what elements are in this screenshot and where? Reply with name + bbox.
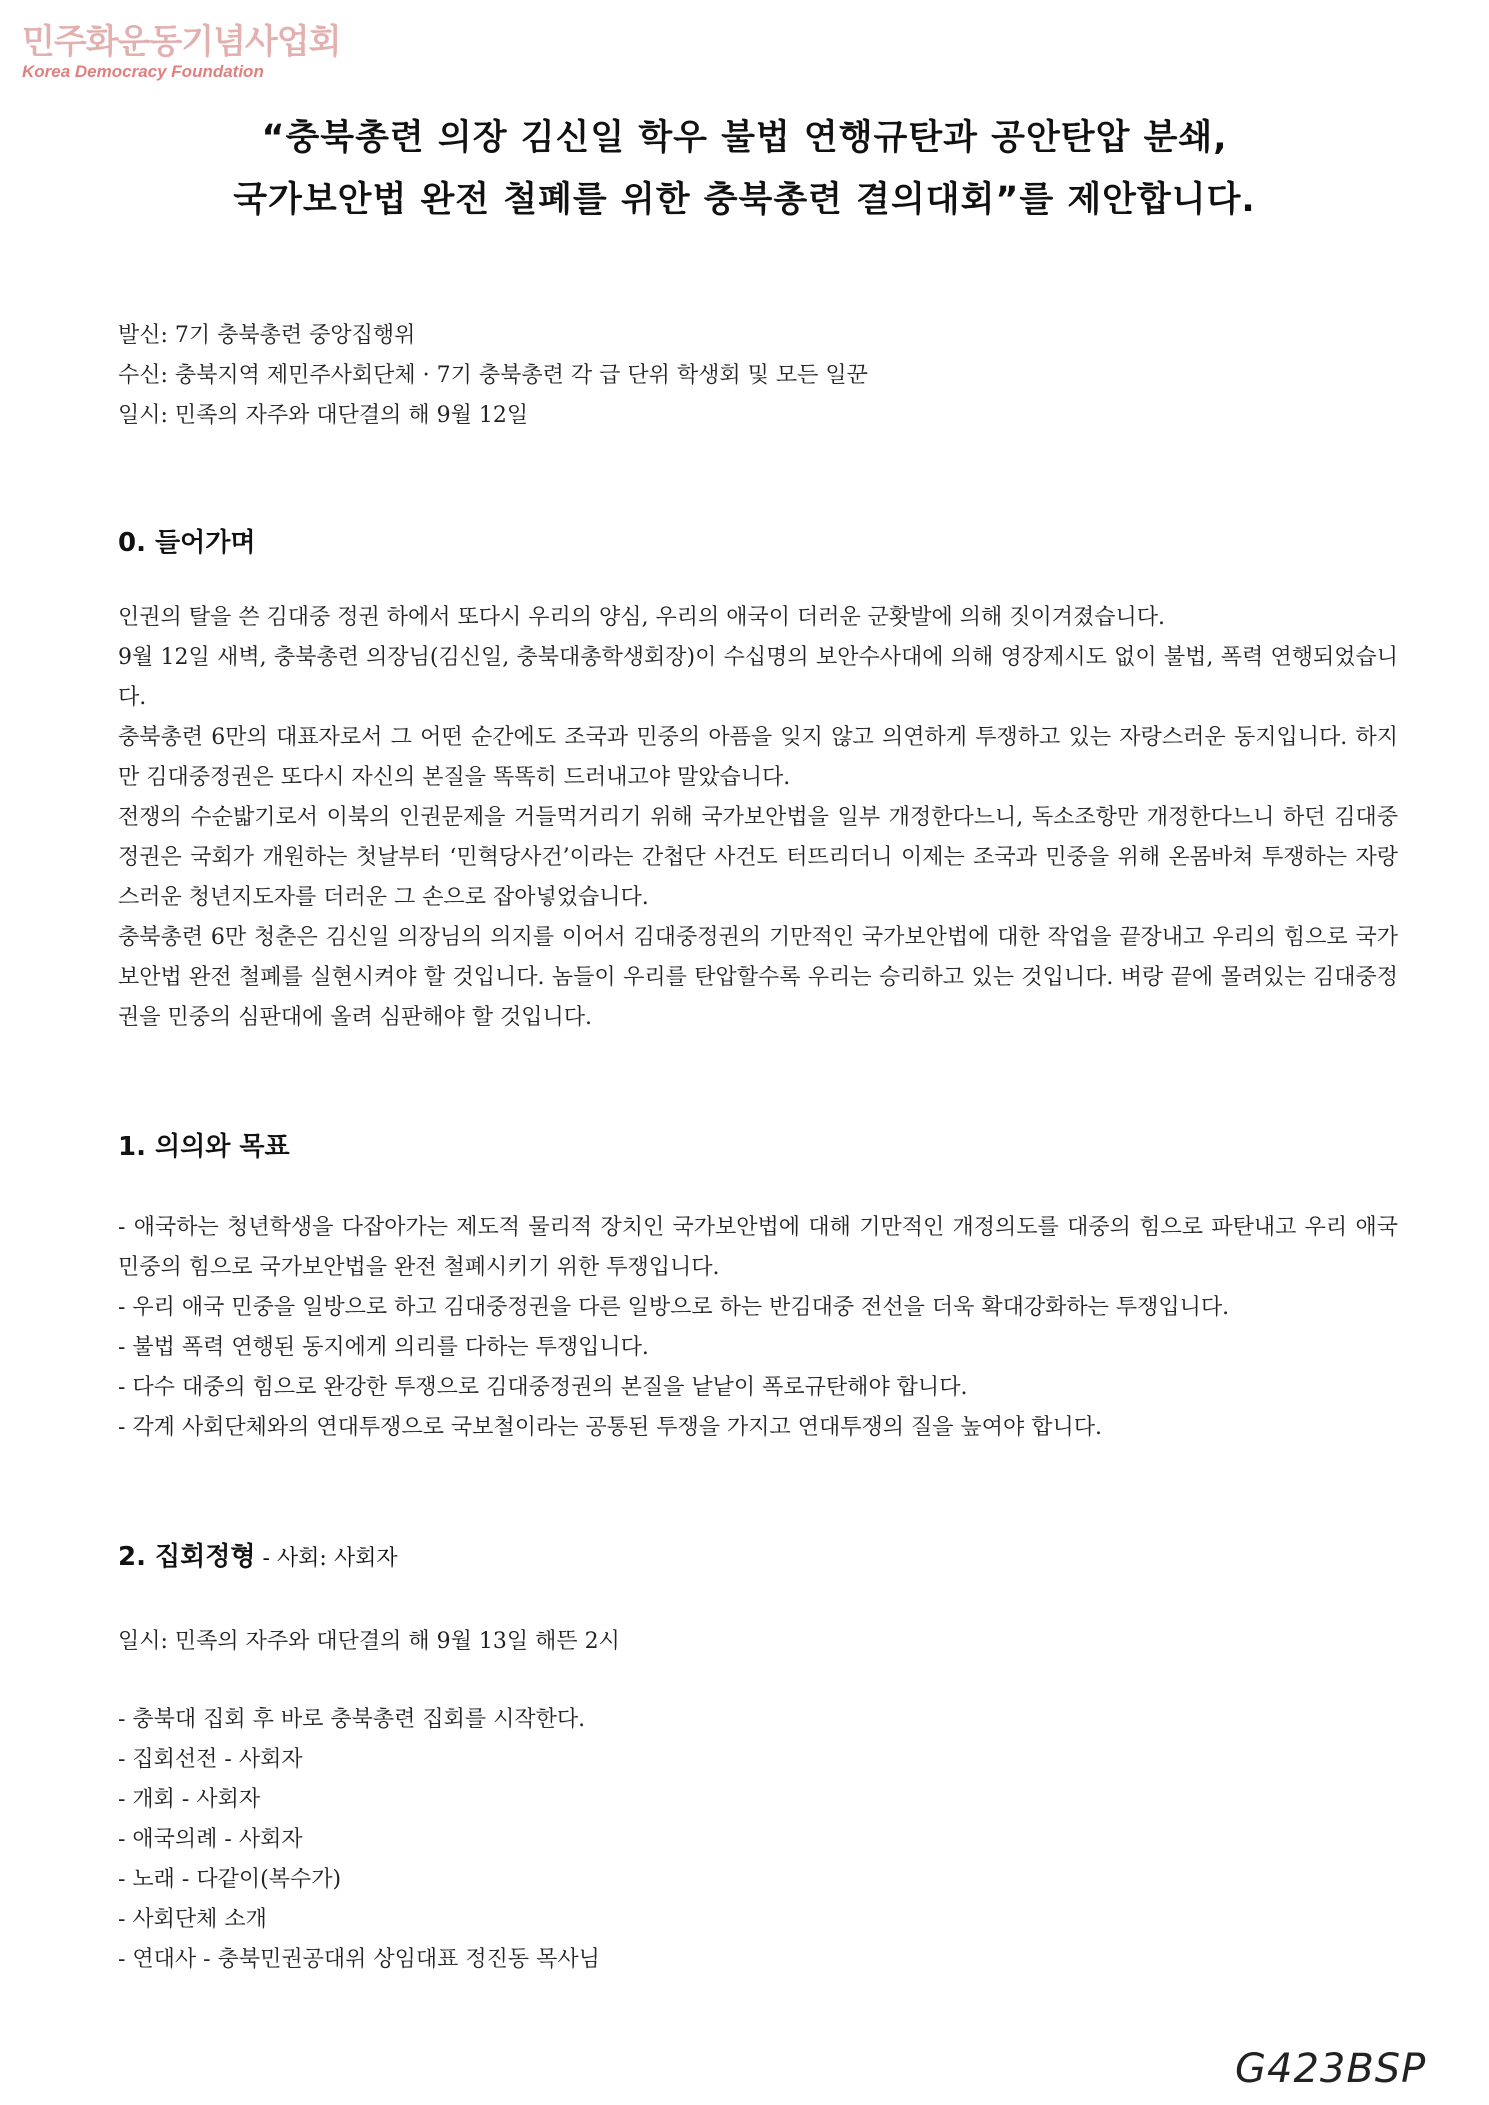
section-0-heading: 0. 들어가며 xyxy=(118,528,256,558)
paragraph: 인권의 탈을 쓴 김대중 정권 하에서 또다시 우리의 양심, 우리의 애국이 더러운 군홧발에 의해 짓이겨졌습니다. xyxy=(118,605,1165,630)
section-2-list xyxy=(118,1700,1398,1980)
list-item: - 충북대 집회 후 바로 충북총련 집회를 시작한다. xyxy=(118,1707,586,1732)
section-2-heading-text: 2. 집회정형 xyxy=(118,1542,256,1572)
list-item: - 집회선전 - 사회자 xyxy=(118,1747,303,1772)
list-item: - 애국의례 - 사회자 xyxy=(118,1827,303,1852)
paragraph: 충북총련 6만 청춘은 김신일 의장님의 의지를 이어서 김대중정권의 기만적인 국가보안법에 대한 작업을 끝장내고 우리의 힘으로 국가보안법 완전 철폐를 실현시켜야 할 것입니다. 놈들이 우리를 탄압할수록 우리는 승리하고 있는 것입니다. 벼랑 끝에 몰려있는 김대중정권을 민중의 심판대에 올려 심판해야 할 것입니다. xyxy=(118,925,1398,1030)
list-item: - 사회단체 소개 xyxy=(118,1907,267,1932)
document-title-line1: “충북총련 의장 김신일 학우 불법 연행규탄과 공안탄압 분쇄, xyxy=(261,118,1228,158)
list-item: - 노래 - 다같이(복수가) xyxy=(118,1867,342,1892)
section-1-list xyxy=(118,1208,1398,1448)
section-1-heading: 1. 의의와 목표 xyxy=(118,1132,290,1162)
section-2-subheading: - 사회: 사회자 xyxy=(255,1546,398,1571)
list-item: - 각계 사회단체와의 연대투쟁으로 국보철이라는 공통된 투쟁을 가지고 연대투쟁의 질을 높여야 합니다. xyxy=(118,1415,1102,1440)
watermark-logo xyxy=(22,22,340,82)
paragraph: 전쟁의 수순밟기로서 이북의 인권문제을 거들먹거리기 위해 국가보안법을 일부 개정한다느니, 독소조항만 개정한다느니 하던 김대중정권은 국회가 개원하는 첫날부터 ‘민혁당사건’이라는 간첩단 사건도 터뜨리더니 이제는 조국과 민중을 위해 온몸바쳐 투쟁하는 자랑스러운 청년지도자를 더러운 그 손으로 잡아넣었습니다. xyxy=(118,805,1398,910)
section-0-body xyxy=(118,598,1398,1038)
paragraph: 충북총련 6만의 대표자로서 그 어떤 순간에도 조국과 민중의 아픔을 잊지 않고 의연하게 투쟁하고 있는 자랑스러운 동지입니다. 하지만 김대중정권은 또다시 자신의 본질을 똑똑히 드러내고야 말았습니다. xyxy=(118,725,1398,790)
document-title-line2: 국가보안법 완전 철폐를 위한 충북총련 결의대회”를 제안합니다. xyxy=(233,180,1256,220)
section-2-datetime: 일시: 민족의 자주와 대단결의 해 9월 13일 해뜬 2시 xyxy=(118,1629,620,1654)
document-meta xyxy=(118,316,1398,436)
handwritten-document-code: G423BSP xyxy=(1235,2046,1427,2092)
list-item: - 우리 애국 민중을 일방으로 하고 김대중정권을 다른 일방으로 하는 반김대중 전선을 더욱 확대강화하는 투쟁입니다. xyxy=(118,1295,1230,1320)
watermark-english: Korea Democracy Foundation xyxy=(22,62,264,81)
watermark-korean: 민주화운동기념사업회 xyxy=(22,22,341,62)
list-item: - 연대사 - 충북민권공대위 상임대표 정진동 목사님 xyxy=(118,1947,600,1972)
list-item: - 개회 - 사회자 xyxy=(118,1787,261,1812)
list-item: - 애국하는 청년학생을 다잡아가는 제도적 물리적 장치인 국가보안법에 대해 기만적인 개정의도를 대중의 힘으로 파탄내고 우리 애국민중의 힘으로 국가보안법을 완전 철폐시키기 위한 투쟁입니다. xyxy=(118,1215,1398,1280)
list-item: - 다수 대중의 힘으로 완강한 투쟁으로 김대중정권의 본질을 낱낱이 폭로규탄해야 합니다. xyxy=(118,1375,968,1400)
paragraph: 9월 12일 새벽, 충북총련 의장님(김신일, 충북대총학생회장)이 수십명의 보안수사대에 의해 영장제시도 없이 불법, 폭력 연행되었습니다. xyxy=(118,645,1398,710)
meta-recipient: 수신: 충북지역 제민주사회단체 · 7기 충북총련 각 급 단위 학생회 및 모든 일꾼 xyxy=(118,363,868,388)
meta-date: 일시: 민족의 자주와 대단결의 해 9월 12일 xyxy=(118,403,529,428)
section-2-heading xyxy=(118,1536,398,1573)
meta-sender: 발신: 7기 충북총련 중앙집행위 xyxy=(118,323,416,348)
list-item: - 불법 폭력 연행된 동지에게 의리를 다하는 투쟁입니다. xyxy=(118,1335,649,1360)
